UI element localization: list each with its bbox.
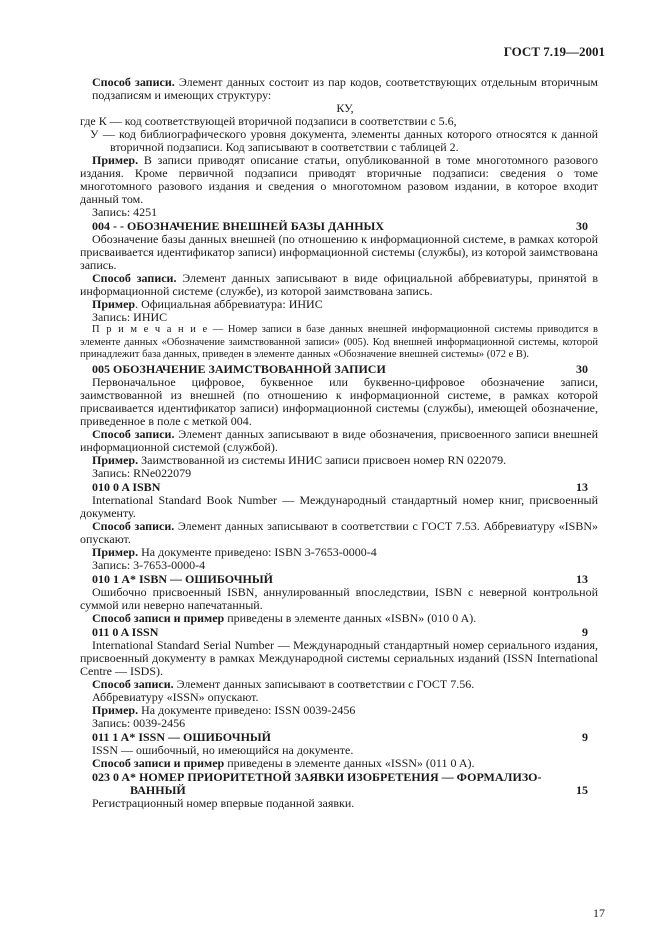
bold-label: Способ записи.	[92, 271, 177, 285]
field-heading-010: 010 0 A ISBN 13	[92, 479, 588, 494]
paragraph: Первоначальное цифровое, буквенное или буквенно-цифровое обозначение записи, заимствованной из внешней (по отношению к информационной системе, в рамках которой присваивается идентификатор записи) информационной системы (службы), имеющей обозначение, приведенное в поле с меткой 004.	[80, 374, 598, 428]
paragraph: Ошибочно присвоенный ISBN, аннулированный впоследствии, ISBN с неверной контрольной суммой или неверно напечатанный.	[80, 584, 598, 612]
record-line: Запись: 4251	[92, 205, 158, 219]
record-line: Запись: ИНИС	[92, 310, 168, 324]
paragraph: International Standard Serial Number — Международный стандартный номер сериального издания, присвоенный документу в рамках Международной системы сериальных изданий (ISSN International Centre — ISDS).	[80, 637, 598, 678]
definition-u: У — код библиографического уровня документа, элементы данных которого относятся к данной вторичной подзаписи. Код записывают в соответствии с таблицей 2.	[90, 127, 598, 154]
paragraph: International Standard Book Number — Международный стандартный номер книг, присвоенный документу.	[80, 492, 598, 520]
paragraph: Пример. Заимствованной из системы ИНИС записи присвоен номер RN 022079.	[92, 452, 507, 467]
page-header: ГОСТ 7.19—2001	[503, 44, 605, 59]
paragraph: Способ записи. Элемент данных записывают в соответствии с ГОСТ 7.53. Аббревиатуру «ISBN» опускают.	[80, 518, 599, 546]
paragraph: Пример. На документе приведено: ISSN 0039-2456	[92, 702, 356, 717]
bold-label: Пример.	[92, 702, 139, 717]
note: П р и м е ч а н и е — Номер записи в базе данных внешней информационной системы приводится в элементе данных «Обозначение заимствованной записи» (005). Код внешней информационной системы, которой принадлежит база данных, приведен в элементе данных «Обозначение внешней системы» (072 е В).	[80, 324, 598, 360]
page-number: 17	[593, 906, 605, 920]
bold-label: Способ записи и пример	[92, 610, 225, 625]
paragraph: Способ записи. Элемент данных записывают в соответствии с ГОСТ 7.56.	[92, 676, 475, 691]
bold-label: Способ записи.	[92, 426, 175, 441]
paragraph: Обозначение базы данных внешней (по отношению к информационной системе, в рамках которой присваивается идентификатор записи) информационной системы (службы), из которой заимствована запись.	[80, 232, 598, 272]
bold-label: Способ записи и пример	[92, 755, 225, 770]
field-heading-011: 011 0 A ISSN 9	[92, 624, 588, 639]
paragraph: Регистрационный номер впервые поданной заявки.	[92, 795, 355, 810]
bold-label: Способ записи.	[92, 75, 175, 89]
formula: КУ,	[336, 101, 354, 115]
bold-label: Пример.	[92, 544, 139, 559]
bold-label: Пример.	[92, 452, 139, 467]
field-heading-005: 005 ОБОЗНАЧЕНИЕ ЗАИМСТВОВАННОЙ ЗАПИСИ 30	[92, 361, 588, 376]
field-heading-011-1: 011 1 A* ISSN — ОШИБОЧНЫЙ 9	[92, 729, 588, 744]
bold-label: Способ записи.	[92, 676, 174, 691]
paragraph: Пример. Официальная аббревиатура: ИНИС	[92, 297, 323, 311]
bold-label: Пример.	[92, 153, 139, 167]
field-heading-023: 023 0 A* НОМЕР ПРИОРИТЕТНОЙ ЗАЯВКИ ИЗОБРЕТЕНИЯ — ФОРМАЛИЗО- ВАННЫЙ 15	[92, 769, 588, 797]
paragraph: Способ записи и пример приведены в элементе данных «ISBN» (010 0 A).	[92, 610, 477, 625]
definition-k: где К — код соответствующей вторичной подзаписи в соответствии с 5.6,	[80, 114, 457, 128]
paragraph: Аббревиатуру «ISSN» опускают.	[92, 689, 259, 704]
paragraph: Пример. В записи приводят описание статьи, опубликованной в томе многотомного разового издания. Кроме первичной подзаписи приводят вторичные подзаписи: сведения о томе многотомного разового издания и сведения о многотомном разовом издании, в которое входит данный том.	[80, 153, 598, 206]
page-content	[80, 75, 599, 810]
field-heading-010-1: 010 1 A* ISBN — ОШИБОЧНЫЙ 13	[92, 571, 588, 586]
paragraph: Пример. На документе приведено: ISBN 3-7653-0000-4	[92, 544, 377, 559]
record-line: Запись: 0039-2456	[92, 715, 186, 730]
paragraph: ISSN — ошибочный, но имеющийся на документе.	[92, 742, 354, 757]
field-heading-004: 004 - - ОБОЗНАЧЕНИЕ ВНЕШНЕЙ БАЗЫ ДАННЫХ 30	[92, 219, 588, 233]
paragraph: Способ записи и пример приведены в элементе данных «ISSN» (011 0 A).	[92, 755, 475, 770]
bold-label: Пример	[92, 297, 136, 311]
record-line: Запись: RNе022079	[92, 465, 192, 480]
paragraph: Способ записи. Элемент данных записывают в виде обозначения, присвоенного записи внешней информационной системой (службой).	[80, 426, 598, 454]
record-line: Запись: 3-7653-0000-4	[92, 557, 206, 572]
bold-label: Способ записи.	[92, 518, 175, 533]
paragraph: Способ записи. Элемент данных записывают в виде официальной аббревиатуры, принятой в информационной системе (службе), из которой заимствована запись.	[80, 271, 598, 298]
paragraph: Способ записи. Элемент данных состоит из пар кодов, соответствующих отдельным вторичным подзаписям и имеющих структуру:	[92, 75, 599, 102]
